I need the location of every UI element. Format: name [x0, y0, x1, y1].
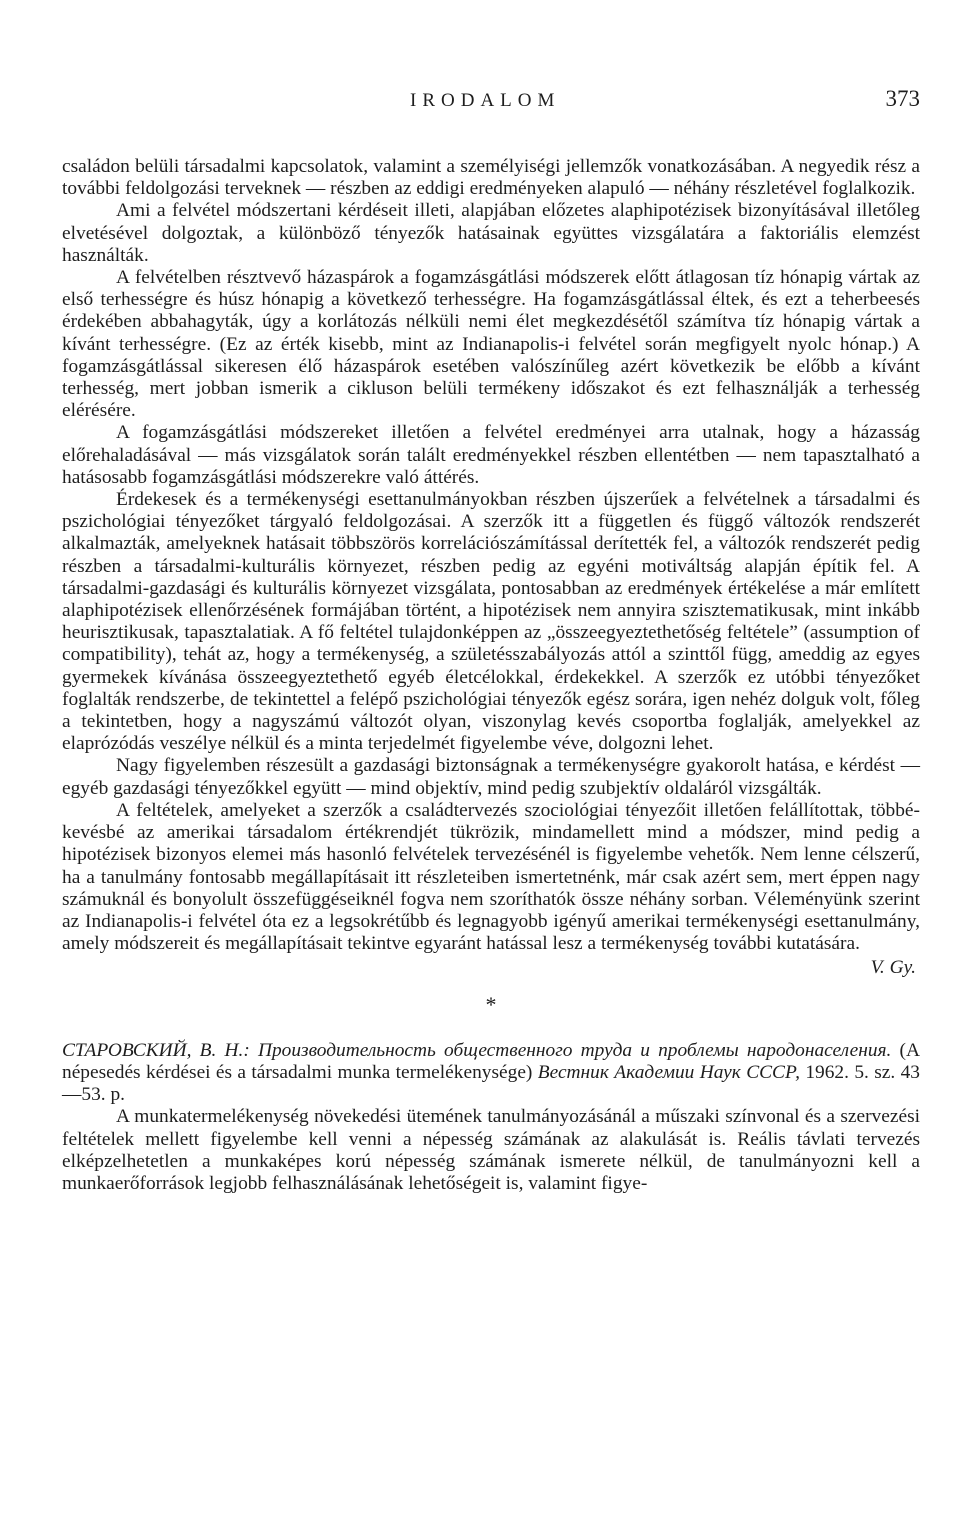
paragraph-review-start: A munkatermelékenység növekedési ütemének tanulmányozásánál a műszaki színvonal és a szervezési feltételek mellett figyelembe kell venni a népesség számának az alakulását is. Reális távlati tervezés elképzelhetetlen a munkaképes korú népesség számának ismerete nélkül, de tanulmányozni kell a munkaerőforrások legjobb felhasználásának lehetőségeit is, valamint figye- [62, 1106, 920, 1194]
reference-title: Производительность общественного труда и проблемы народонаселения. [257, 1039, 892, 1061]
reference-translation: (A népesedés kérdései és a társadalmi munka termelékenysége) [62, 1039, 920, 1083]
paragraph-conclusion: A feltételek, amelyeket a szerzők a családtervezés szociológiai tényezőit illetően felállítottak, többé-kevésbé az amerikai társadalom értékrendjét tükrözik, mindamellett mind a módszer, mind pedig a hipotézisek bizonyos elemei más hasonló felvételek tervezésénél is figyelembe vehetők. Nem lenne célszerű, ha a tanulmány fontosabb megállapításait itt részleteiben ismertetnénk, már csak azért sem, mert éppen nagy számuknál és bonyolult összefüggéseiknél fogva nem szoríthatók össze néhány sorban. Véleményünk szerint az Indianapolis-i felvétel óta ez a legsokrétűbb és legnagyobb igényű amerikai termékenységi esettanulmány, amely módszereit és megállapításait tekintve egyaránt hatással lesz a termékenység további kutatására. [62, 799, 920, 955]
bibliographic-reference [62, 1040, 920, 1107]
page-number: 373 [885, 86, 920, 111]
running-head [0, 86, 960, 116]
reviewer-signature: V. Gy. [870, 957, 916, 979]
reference-details: 1962. 5. sz. 43—53. p. [62, 1061, 920, 1106]
reference-authors: СТАРОВСКИЙ, В. Н.: [62, 1039, 250, 1061]
paragraph-methodology: Ami a felvétel módszertani kérdéseit illeti, alapjában előzetes alaphipotézisek bizonyításával illetőleg elvetésével dolgoztak, a különböző tényezők hatásainak együttes vizsgálatára a faktoriális elemzést használták. [62, 200, 920, 266]
paragraph-contraception-methods: A fogamzásgátlási módszereket illetően a felvétel eredményei arra utalnak, hogy a házasság előrehaladásával — más vizsgálatok során talált eredményekkel részben ellentétben — nem tapasztalható a hatásosabb fogamzásgátlási módszerekre való áttérés. [62, 422, 920, 488]
section-separator: * [485, 991, 497, 1017]
reference-journal: Вестник Академии Наук СССР, [537, 1061, 800, 1083]
paragraph-continuation: családon belüli társadalmi kapcsolatok, valamint a személyiségi jellemzők vonatkozásában. A negyedik rész a további feldolgozási terveknek — részben az eddigi eredményeken alapuló — néhány részletével foglalkozik. [62, 156, 920, 200]
paragraph-social-factors: Érdekesek és a termékenységi esettanulmányokban részben újszerűek a felvételnek a társadalmi és pszichológiai tényezőket tárgyaló feldolgozásai. A szerzők itt a független és függő változók rendszerét alkalmazták, amelyeknek hatásait többszörös korrelációszámítással derítették fel, a változók rendszerét pedig részben a társadalmi-kulturális környezet, részben pedig az egyéni motiváltság alapján építik fel. A társadalmi-gazdasági és kulturális környezet vizsgálata, pontosabban az eredmények értékelése a már említett alaphipotézisek ellenőrzésének formájában történt, a hipotézisek nem annyira szisztematikusak, mint inkább heurisztikusak, tapasztalatiak. A fő feltétel tulajdonképpen az „összeegyeztethetőség feltétele” (assumption of compatibility), tehát az, hogy a termékenység, a születésszabályozás attól a szinttől függ, ameddig az egyes gyermekek kívánása összeegyeztethető egyéb életcélokkal, érdekekkel. A szerzők ez utóbbi tényezőket foglalták rendszerbe, de tekintettel a felépő pszichológiai tényezők egész sorára, igen nehéz dolguk volt, főleg a tekintetben, hogy a nagyszámú változót olyan, viszonylag kevés csoportba foglalják, amelyekkel az elaprózódás veszélye nélkül és a minta terjedelmét figyelembe véve, dolgozni lehet. [62, 489, 920, 755]
paragraph-economic-security: Nagy figyelemben részesült a gazdasági biztonságnak a termékenységre gyakorolt hatása, e kérdést — egyéb gazdasági tényezőkkel együtt — mind objektív, mind pedig szubjektív oldaláról vizsgálták. [62, 755, 920, 799]
paragraph-waiting-time: A felvételben résztvevő házaspárok a fogamzásgátlási módszerek előtt átlagosan tíz hónapig vártak az első terhességre és húsz hónapig a következő terhességre. Ha fogamzásgátlással éltek, és ezt a teherbeesés érdekében abbahagyták, úgy a korlátozás nélküli nemi élet megkezdésétől számítva tíz hónapig vártak a kívánt terhességre. (Ez az érték kisebb, mint az Indianapolis-i felvétel során megfigyelt nyolc hónap.) A fogamzásgátlással sikeresen élő házaspárok esetében valószínűleg azért következik be előbb a kívánt terhesség, mert jobban ismerik a cikluson belüli termékeny időszakot és ezt felhasználják a terhesség elérésére. [62, 267, 920, 422]
article-body [62, 156, 920, 1195]
section-title: IRODALOM [410, 90, 561, 111]
